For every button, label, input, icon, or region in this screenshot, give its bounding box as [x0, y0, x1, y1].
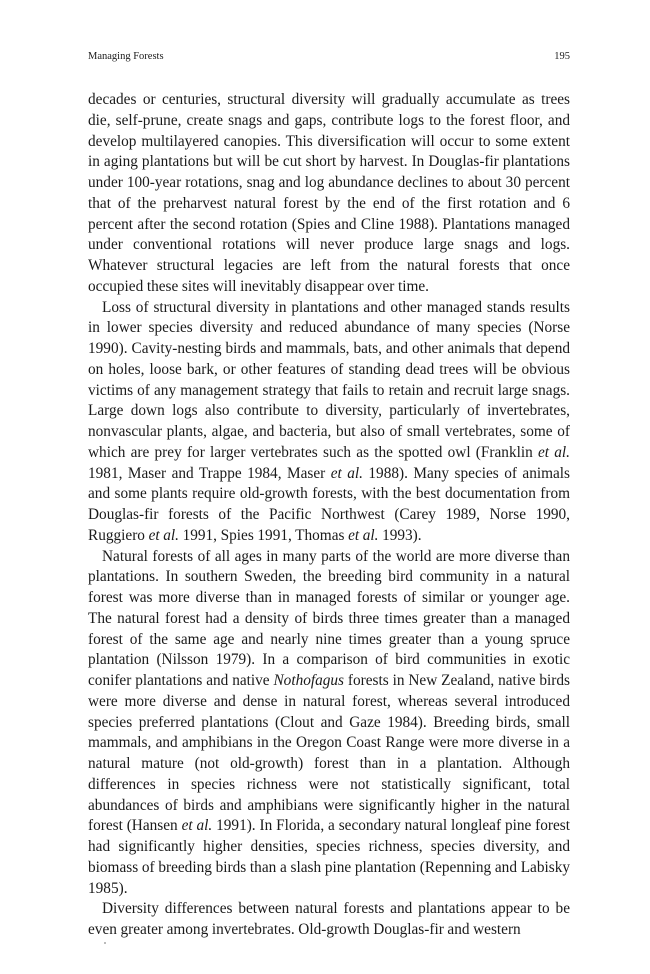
italic-run: et al. [348, 526, 379, 544]
text-run: Diversity differences between natural forests and plantations appear to be even greater among invertebrates. Old-growth Douglas-fir and western [88, 900, 570, 938]
text-run: Natural forests of all ages in many parts of the world are more diverse than plantations. In southern Sweden, the breeding bird community in a natural forest was more diverse than in managed forests of similar or younger age. The natural forest had a density of birds three times greater than a managed forest of the same age and nearly nine times greater than a young spruce plantation (Nilsson 1979). In a comparison of bird communities in exotic conifer plantations and native [88, 547, 570, 689]
book-page [88, 50, 570, 941]
scan-speck [104, 942, 106, 944]
text-run: forests in New Zealand, native birds were more diverse and dense in natural forest, whereas several introduced species preferred plantations (Clout and Gaze 1984). Breeding birds, small mammals, and amphibians in the Oregon Coast Range were more diverse in a natural mature (not old-growth) forest than in a plantation. Although differences in species richness were not statistically significant, total abundances of birds and amphibians were significantly higher in the natural forest (Hansen [88, 672, 570, 835]
text-run: 1981, Maser and Trappe 1984, Maser [88, 464, 331, 482]
italic-run: et al. [181, 817, 213, 835]
running-title: Managing Forests [88, 51, 164, 62]
body-text [88, 90, 570, 941]
page-number: 195 [554, 51, 570, 62]
paragraph-3 [88, 547, 570, 900]
paragraph-2 [88, 298, 570, 547]
text-run: Loss of structural diversity in plantations and other managed stands results in lower species diversity and reduced abundance of many species (Norse 1990). Cavity-nesting birds and mammals, bats, and other animals that depend on holes, loose bark, or other features of standing dead trees will be obvious victims of any management strategy that fails to retain and recruit large snags. Large down logs also contribute to diversity, particularly of invertebrates, nonvascular plants, algae, and bacteria, but also of small vertebrates, some of which are prey for larger vertebrates such as the spotted owl (Franklin [88, 298, 570, 461]
text-run: decades or centuries, structural diversity will gradually accumulate as trees die, self-prune, create snags and gaps, contribute logs to the forest floor, and develop multilayered canopies. This diversification will occur to some extent in aging plantations but will be cut short by harvest. In Douglas-fir plantations under 100-year rotations, snag and log abundance declines to about 30 percent that of the preharvest natural forest by the end of the first rotation and 6 percent after the second rotation (Spies and Cline 1988). Plantations managed under conventional rotations will never produce large snags and logs. Whatever structural legacies are left from the natural forests that once occupied these sites will inevitably disappear over time. [88, 91, 570, 295]
italic-run: et al. [148, 526, 179, 544]
text-run: 1988). Many species of animals and some plants require old-growth forests, with the best documentation from Douglas-fir forests of the Pacific Northwest (Carey 1989, Norse 1990, Ruggiero [88, 464, 570, 544]
italic-run: et al. [537, 443, 570, 461]
paragraph-4 [88, 899, 570, 941]
paragraph-1 [88, 90, 570, 298]
italic-run: et al. [330, 464, 363, 482]
text-run: 1991, Spies 1991, Thomas [178, 526, 349, 544]
text-run: 1993). [378, 526, 422, 544]
italic-run: Nothofagus [273, 672, 345, 689]
running-head [88, 50, 570, 64]
text-run: 1991). In Florida, a secondary natural longleaf pine forest had significantly higher densities, species richness, species diversity, and biomass of breeding birds than a slash pine plantation (Repenning and Labisky 1985). [88, 817, 571, 897]
